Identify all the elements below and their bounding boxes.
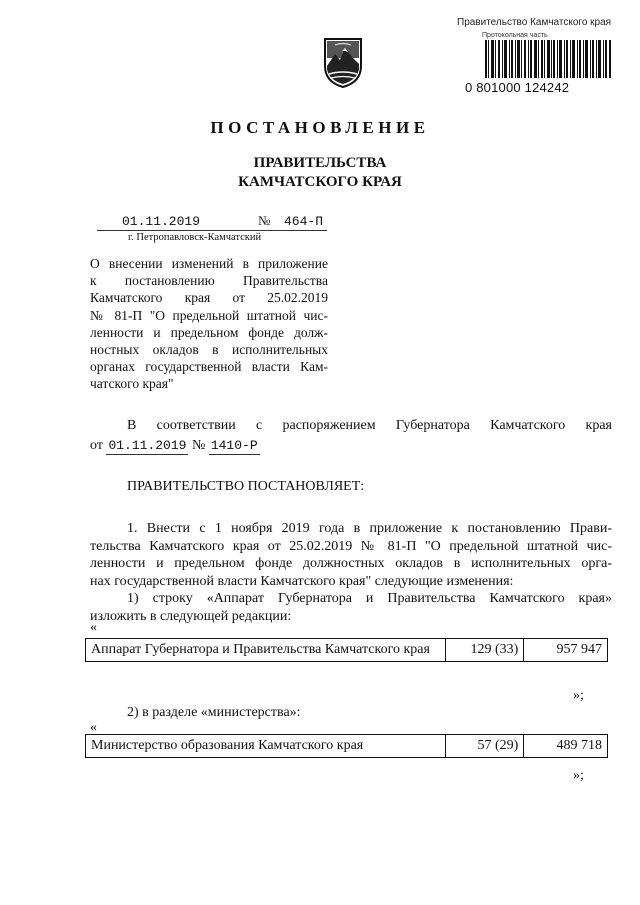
table-1-staff: 129 (33)	[445, 639, 524, 662]
table-1	[85, 638, 608, 662]
quote-open-2: «	[90, 720, 97, 735]
table-2-fund: 489 718	[524, 735, 608, 758]
document-subject	[90, 255, 328, 393]
header-organization: Правительство Камчатского края	[457, 17, 612, 28]
table-2-name: Министерство образования Камчатского края	[86, 735, 446, 758]
subject-line: ленности и предельном фонде долж-	[90, 324, 328, 340]
item-1-line: нах государственной власти Камчатского края" следующие изменения:	[90, 573, 514, 589]
basis-text: В соответствии с распоряжением Губернатора Камчатского края	[127, 418, 612, 433]
barcode	[485, 40, 611, 78]
subject-line: № 81-П "О предельной штатной чис-	[90, 307, 328, 323]
basis-date: 01.11.2019	[106, 437, 188, 456]
subject-line: органах государственной власти Кам-	[90, 359, 328, 375]
item-1-line: 1. Внести с 1 ноября 2019 года в приложение к постановлению Прави-	[127, 521, 612, 536]
document-date: 01.11.2019	[122, 214, 201, 229]
table-row	[86, 735, 608, 758]
date-underline	[97, 230, 327, 231]
item-1-line: ленности и предельном фонде должностных окладов в исполнительных орга-	[90, 556, 612, 571]
decree-heading: ПРАВИТЕЛЬСТВО ПОСТАНОВЛЯЕТ:	[127, 479, 365, 494]
table-2	[85, 734, 608, 758]
document-title: ПОСТАНОВЛЕНИЕ	[210, 118, 430, 137]
table-row	[86, 639, 608, 662]
quote-close-1: »;	[573, 688, 584, 703]
basis-number-label: №	[191, 437, 206, 453]
government-line-1: ПРАВИТЕЛЬСТВА	[253, 155, 387, 171]
government-line-2: КАМЧАТСКОГО КРАЯ	[238, 174, 402, 190]
quote-open-1: «	[90, 620, 97, 635]
table-1-fund: 957 947	[524, 639, 608, 662]
barcode-number: 0 801000 124242	[465, 80, 570, 95]
section-2-heading: 2) в разделе «министерства»:	[127, 705, 301, 720]
table-1-name: Аппарат Губернатора и Правительства Камчатского края	[86, 639, 446, 662]
basis-paragraph	[90, 417, 612, 455]
subject-line: ностных окладов в исполнительных	[90, 342, 328, 358]
coat-of-arms-emblem	[321, 36, 365, 88]
item-1-line: тельства Камчатского края от 25.02.2019 № 81-П "О предельной штатной чис-	[90, 538, 612, 554]
quote-close-2: »;	[573, 768, 584, 783]
number-label: №	[258, 213, 271, 228]
subject-line: Камчатского края от 25.02.2019	[90, 290, 328, 306]
basis-reference	[90, 437, 612, 456]
document-city: г. Петропавловск-Камчатский	[128, 232, 262, 243]
basis-from-label: от	[90, 437, 103, 453]
basis-number: 1410-Р	[209, 437, 260, 456]
subject-line: чатского края"	[90, 376, 174, 392]
item-1-paragraph	[90, 520, 612, 625]
subject-line: к постановлению Правительства	[90, 273, 328, 289]
item-1-line: изложить в следующей редакции:	[90, 608, 292, 624]
table-2-staff: 57 (29)	[445, 735, 524, 758]
subject-line: О внесении изменений в приложение	[90, 256, 328, 271]
item-1-line: 1) строку «Аппарат Губернатора и Правительства Камчатского края»	[127, 591, 612, 606]
document-number: 464-П	[284, 214, 324, 229]
header-part: Протокольная часть	[482, 32, 548, 39]
